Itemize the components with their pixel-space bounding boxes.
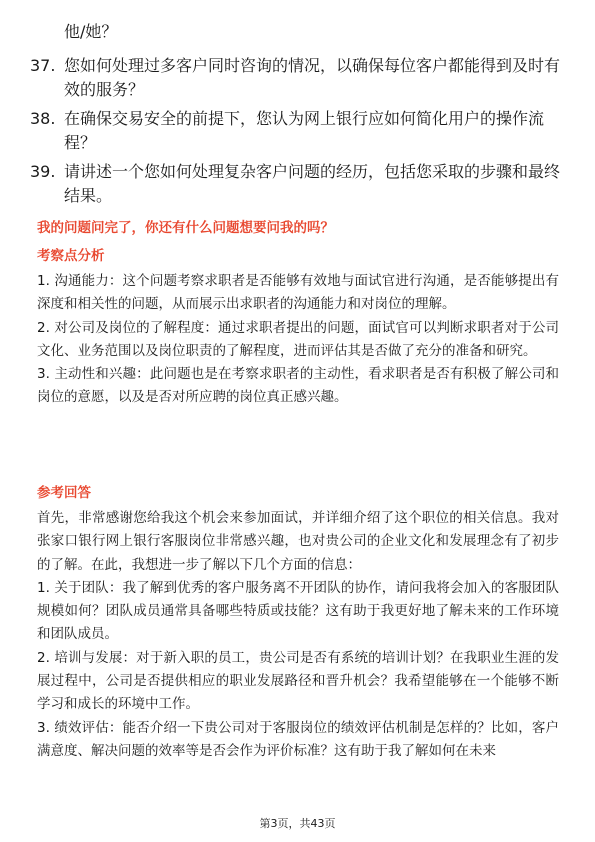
answer-paragraph: 3. 绩效评估：能否介绍一下贵公司对于客服岗位的绩效评估机制是怎样的？比如，客户满意度、解决问题的效率等是否会作为评价标准？这有助于我了解如何在未来 bbox=[37, 719, 559, 759]
question-text: 您如何处理过多客户同时咨询的情况，以确保每位客户都能得到及时有效的服务？ bbox=[64, 56, 561, 99]
question-number: 39. bbox=[30, 162, 56, 181]
question-item bbox=[30, 160, 570, 208]
analysis-points bbox=[37, 270, 559, 410]
question-number: 38. bbox=[30, 109, 56, 128]
analysis-heading: 考察点分析 bbox=[37, 248, 105, 264]
analysis-point: 2. 对公司及岗位的了解程度：通过求职者提出的问题，面试官可以判断求职者对于公司文化、业务范围以及岗位职责的了解程度，进而评估其是否做了充分的准备和研究。 bbox=[37, 319, 559, 359]
page-number: 第3页，共43页 bbox=[259, 817, 336, 830]
answer-paragraphs bbox=[37, 507, 559, 763]
analysis-point: 3. 主动性和兴趣：此问题也是在考察求职者的主动性，看求职者是否有积极了解公司和岗位的意愿，以及是否对所应聘的岗位真正感兴趣。 bbox=[37, 366, 559, 406]
question-number: 37. bbox=[30, 56, 56, 75]
answer-heading: 参考回答 bbox=[37, 485, 91, 501]
answer-paragraph: 2. 培训与发展：对于新入职的员工，贵公司是否有系统的培训计划？在我职业生涯的发展过程中，公司是否提供相应的职业发展路径和晋升机会？我希望能够在一个能够不断学习和成长的环境中工作。 bbox=[37, 649, 559, 713]
answer-paragraph: 首先，非常感谢您给我这个机会来参加面试，并详细介绍了这个职位的相关信息。我对张家口银行网上银行客服岗位非常感兴趣，也对贵公司的企业文化和发展理念有了初步的了解。在此，我想进一步了解以下几个方面的信息： bbox=[37, 510, 559, 573]
question-item bbox=[30, 54, 570, 102]
question-item bbox=[30, 107, 570, 155]
analysis-point: 1. 沟通能力：这个问题考察求职者是否能够有效地与面试官进行沟通，是否能够提出有深度和相关性的问题，从而展示出求职者的沟通能力和对岗位的理解。 bbox=[37, 273, 559, 313]
answer-paragraph: 1. 关于团队：我了解到优秀的客户服务离不开团队的协作，请问我将会加入的客服团队规模如何？团队成员通常具备哪些特质或技能？这有助于我更好地了解未来的工作环境和团队成员。 bbox=[37, 579, 559, 643]
question-text: 在确保交易安全的前提下，您认为网上银行应如何简化用户的操作流程？ bbox=[64, 109, 545, 152]
question-continuation: 他/她？ bbox=[64, 22, 118, 41]
question-title: 我的问题问完了，你还有什么问题想要问我的吗？ bbox=[37, 220, 334, 236]
question-text: 请讲述一个您如何处理复杂客户问题的经历，包括您采取的步骤和最终结果。 bbox=[64, 162, 561, 205]
